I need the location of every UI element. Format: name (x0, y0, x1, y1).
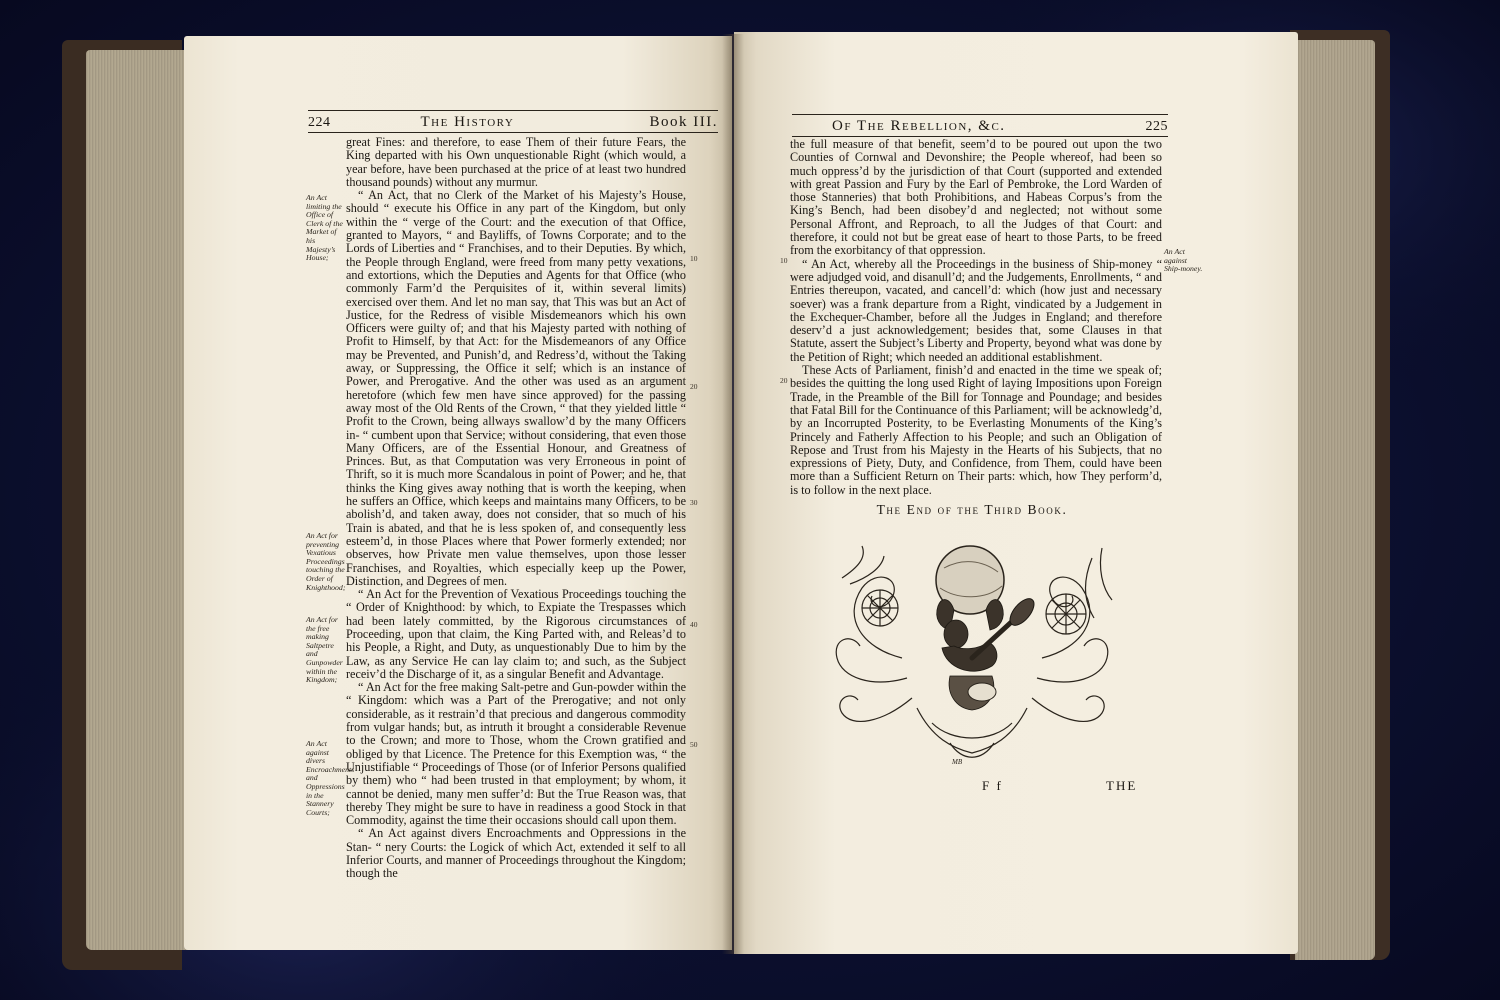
left-running-title: The History (420, 114, 515, 130)
margin-note: An Act limiting the Office of Clerk of the Market of his Majesty’s House; (306, 193, 343, 263)
book-gutter (722, 34, 744, 954)
atlas-vignette-engraving (822, 538, 1122, 766)
header-rule (792, 114, 1168, 115)
left-page-text (346, 136, 686, 881)
right-page (734, 32, 1298, 954)
paragraph: the full measure of that benefit, seem’d to be poured out upon the two Counties of Cornwal and Devonshire; the People whereof, had been so much oppress’d by the jurisdiction of that Court (supported and extended with great Passion and Fury by the Earl of Pembroke, the Lord Warden of those Stanneries) that both Prohibitions, and Habeas Corpus’s from the King’s Bench, had been disobey’d and neglected; not without some Personal Affront, and Reproach, to all the Judges of that Court: and therefore, it could not but be great ease of heart to those Parts, to be freed from the exorbitancy of that oppression. (790, 137, 1162, 258)
left-running-head (308, 114, 718, 133)
paragraph: great Fines: and therefore, to ease Them of their future Fears, the King departed with his Own unquestionable Right (which would, a year before, have been purchased at the price of at least two hundred thousand pounds) without any murmur. (346, 135, 686, 189)
line-number: 20 (690, 382, 698, 391)
line-number: 30 (690, 498, 698, 507)
left-page (184, 36, 732, 950)
book-label: Book III. (649, 114, 718, 130)
paragraph: “ An Act for the Prevention of Vexatious Proceedings touching the “ Order of Knighthood: by which, to Expiate the Trespasses which had been lately committed, by the Rigorous circumstances of Proceeding, upon that claim, the King Parted with, and Releas’d to his People, a Right, and Duty, as unquestionably Due to him by the Law, as any Service He can lay claim to; and such, as the Subject receiv’d the Discharge of it, as a singular Benefit and Advantage. (346, 587, 686, 681)
page-edges-right (1295, 40, 1375, 960)
engraver-mark: MB (952, 758, 963, 766)
page-edges-left (86, 50, 190, 950)
paragraph: “ An Act, that no Clerk of the Market of his Majesty’s House, should “ execute his Office in any part of the Kingdom, but only within the “ verge of the Court: and the execution of that Office, granted to Mayors, “ and Bayliffs, of Towns Corporate; and to the Lords of Liberties and “ Franchises, and to their Deputies. By which, the People through England, were freed from many petty vexations, and extortions, which the Deputies and Agents for that Office (who commonly Farm’d the Perquisites of it, within several limits) exercised over them. And let no man say, that This was but an Act of Justice, for the Redress of visible Misdemeanors which his own Officers were guilty of; and that his Majesty parted with nothing of Profit to Himself, by that Act: for the Misdemeanors of any Office may be Prevented, and Punish’d, and Redress’d, without the Taking away, or Suppressing, the Office it self; which is an instance of Power, and Prerogative. And the other was used as an argument heretofore (which few men have since approved) for the passing away most of the Old Rents of the Crown, “ that they yielded little “ Profit to the Crown, being allways swallow’d by the many Officers in- “ cumbent upon that Service; without considering, that even those Many Officers, are of the Essential Honour, and Greatness of Princes. But, as that Computation was very Erroneous in point of Thrift, so it is much more Scandalous in point of Power; and he, that thinks the King gives away nothing that is worth the keeping, when he suffers an Office, which keeps and maintains many Officers, to be abolish’d, and taken away, does not consider, that so much of his Train is abated, and that he is less spoken of, and consequently less esteem’d, in those Places where that Power formerly extended; nor observes, how Private men value themselves, upon those lesser Franchises, and Royalties, which especially keep up the Power, Distinction, and Degrees of men. (346, 188, 686, 588)
paragraph: These Acts of Parliament, finish’d and enacted in the time we speak of; besides the quitting the long used Right of laying Impositions upon Foreign Trade, in the Preamble of the Bill for Tonnage and Poundage; and besides that Fatal Bill for the Continuance of this Parliament; will be acknowledg’d, by an Incorrupted Posterity, to be Everlasting Monuments of the King’s Princely and Fatherly Affection to his People; and such an Obligation of Repose and Trust from his Majesty in the Hearts of his Subjects, that no expressions of Piety, Duty, and Confidence, from Them, could have been more than a Sufficient Return on Their parts: which, how They perform’d, is to follow in the next place. (790, 363, 1162, 497)
paragraph: “ An Act, whereby all the Proceedings in the business of Ship-money “ were adjudged void, and disanull’d; and the Judgements, Enrollments, “ and Entries thereupon, vacated, and cancell’d: which (how just and necessary soever) was a frank departure from a Right, vindicated by a Judgement in the Exchequer-Chamber, before all the Judges in England; and therefore deserv’d a just acknowledgement; besides that, some Clauses in that Statute, assert the Subject’s Liberty and Property, beyond what was done by the Petition of Right; which needed an additional establishment. (790, 256, 1162, 364)
header-rule (308, 110, 718, 111)
margin-note: An Act for the free making Saltpetre and Gunpowder within the Kingdom; (306, 615, 343, 685)
margin-note: An Act for preventing Vexatious Proceedings touching the Order of Knighthood; (306, 531, 346, 592)
right-running-head (792, 118, 1168, 137)
paragraph: “ An Act against divers Encroachments and Oppressions in the Stan- “ nery Courts: the Logick of which Act, extended it self to all Inferior Courts, and manner of Proceedings throughout the Kingdom; though the (346, 826, 686, 881)
end-of-book-title: The End of the Third Book. (876, 502, 1068, 517)
right-page-text (790, 138, 1162, 497)
left-page-number: 224 (308, 115, 331, 130)
signature-mark: F f (982, 778, 1003, 793)
catchword: THE (1106, 778, 1138, 793)
paragraph: “ An Act for the free making Salt-petre and Gun-powder within the “ Kingdom: which was a Part of the Prerogative; and not only considerable, as it restrain’d that precious and dangerous commodity from vulgar hands; but, as intruth it brought a considerable Revenue to the Crown; and more to Those, whom the Crown gratified and obliged by that Licence. The Pretence for this Exemption was, “ the Unjustifiable “ Proceedings of Those (or of Inferior Persons qualified by them) who “ had been trusted in that employment; by whom, it cannot be denied, many men suffer’d: But the True Reason was, that thereby They might be sure to have in readiness a good Stock in that Commodity, against the time their occasions should call upon them. (346, 680, 686, 828)
right-page-number: 225 (1145, 119, 1168, 134)
line-number: 40 (690, 620, 698, 629)
margin-note: An Act against Ship-money. (1164, 247, 1203, 274)
line-number: 50 (690, 740, 698, 749)
line-number: 20 (780, 376, 788, 385)
right-running-title: Of The Rebellion, &c. (832, 118, 1006, 134)
margin-note: An Act against divers Encroachments and Oppressions in the Stannery Courts; (306, 739, 355, 817)
line-number: 10 (780, 256, 788, 265)
line-number: 10 (690, 254, 698, 263)
